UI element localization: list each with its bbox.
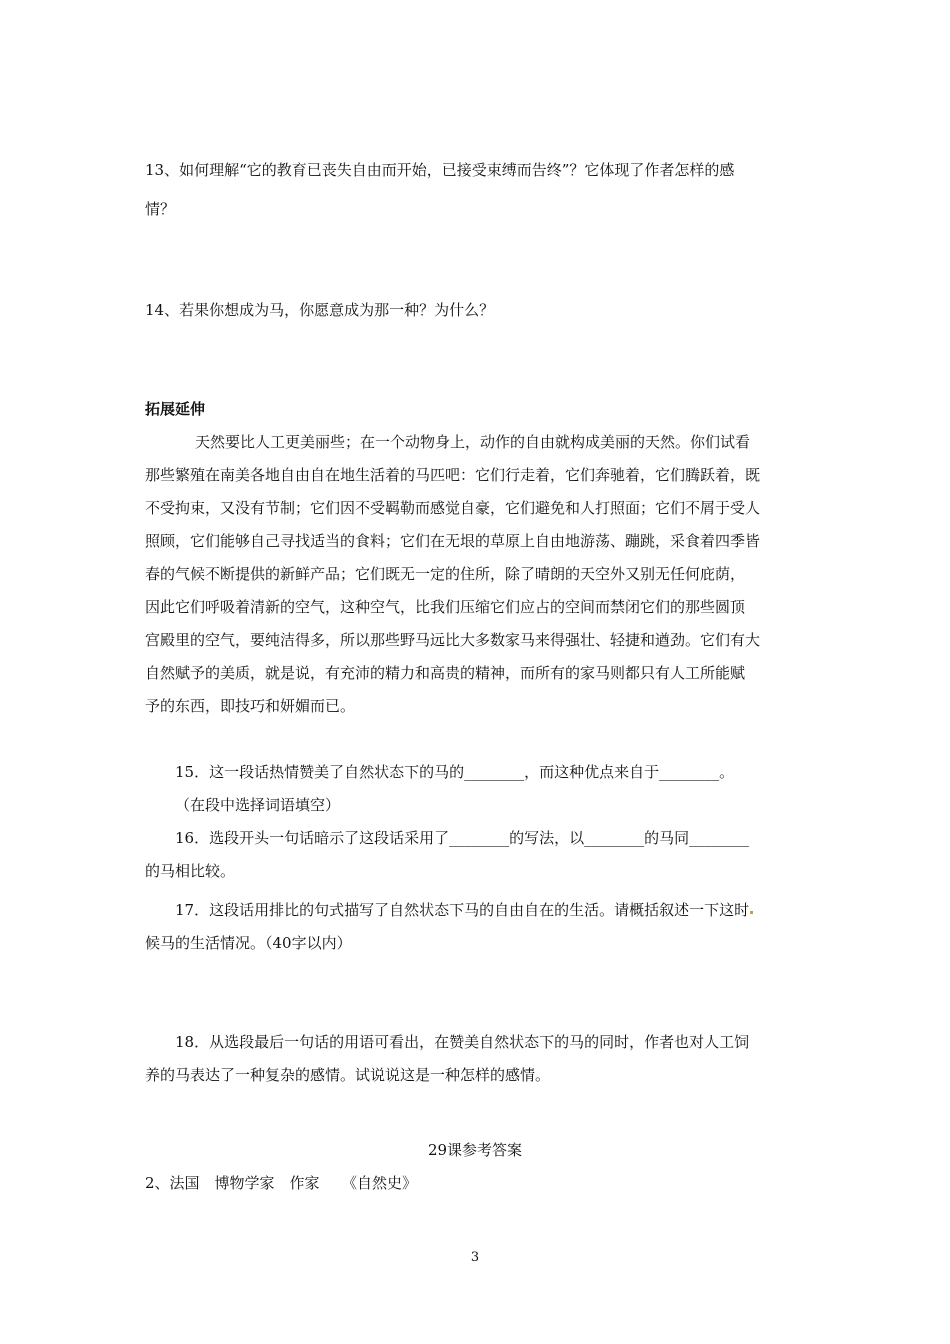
passage-line: 不受拘束，又没有节制；它们因不受羁勒而感觉自豪，它们避免和人打照面；它们不屑于受人 xyxy=(145,499,761,517)
question-16-line-2: 的马相比较。 xyxy=(145,862,236,880)
question-17-line-1 xyxy=(175,900,753,920)
answers-title: 29课参考答案 xyxy=(427,1141,523,1159)
passage-line: 宫殿里的空气，要纯洁得多，所以那些野马远比大多数家马来得强壮、轻捷和遒劲。它们有大 xyxy=(145,631,761,649)
passage-line: 照顾，它们能够自己寻找适当的食料；它们在无垠的草原上自由地游荡、蹦跳，采食着四季皆 xyxy=(145,532,761,550)
question-13-line-2: 情？ xyxy=(145,200,176,218)
page-number: 3 xyxy=(470,1250,480,1265)
question-18-line-1: 18．从选段最后一句话的用语可看出，在赞美自然状态下的马的同时，作者也对人工饲 xyxy=(175,1033,750,1051)
passage-line: 天然要比人工更美丽些；在一个动物身上，动作的自由就构成美丽的天然。你们试看 xyxy=(195,433,751,451)
passage-line: 予的东西，即技巧和妍媚而已。 xyxy=(145,697,356,715)
passage-line: 自然赋予的美质，就是说，有充沛的精力和高贵的精神，而所有的家马则都只有人工所能赋 xyxy=(145,664,746,682)
question-15-line-1: 15．这一段话热情赞美了自然状态下的马的________，而这种优点来自于________。 xyxy=(175,763,735,781)
question-13-line-1: 13、如何理解“它的教育已丧失自由而开始，已接受束缚而告终”？它体现了作者怎样的感 xyxy=(145,161,735,179)
question-15-line-2: （在段中选择词语填空） xyxy=(175,796,341,814)
question-17-text: 17．这段话用排比的句式描写了自然状态下马的自由自在的生活。请概括叙述一下这时 xyxy=(175,901,750,919)
passage-line: 那些繁殖在南美各地自由自在地生活着的马匹吧：它们行走着，它们奔驰着，它们腾跃着，既 xyxy=(145,466,761,484)
answer-item-2: 2、法国 博物学家 作家 《自然史》 xyxy=(145,1174,418,1192)
dot-mark xyxy=(750,911,753,914)
passage-line: 因此它们呼吸着清新的空气，这种空气，比我们压缩它们应占的空间而禁闭它们的那些圆顶 xyxy=(145,598,746,616)
question-14: 14、若果你想成为马，你愿意成为那一种？为什么？ xyxy=(145,301,495,319)
question-16-line-1: 16．选段开头一句话暗示了这段话采用了________的写法，以________的马同________ xyxy=(175,829,750,847)
section-heading: 拓展延伸 xyxy=(145,400,206,418)
question-17-line-2: 候马的生活情况。（40字以内） xyxy=(145,934,352,952)
question-18-line-2: 养的马表达了一种复杂的感情。试说说这是一种怎样的感情。 xyxy=(145,1066,551,1084)
passage-line: 春的气候不断提供的新鲜产品；它们既无一定的住所，除了晴朗的天空外又别无任何庇荫， xyxy=(145,565,746,583)
